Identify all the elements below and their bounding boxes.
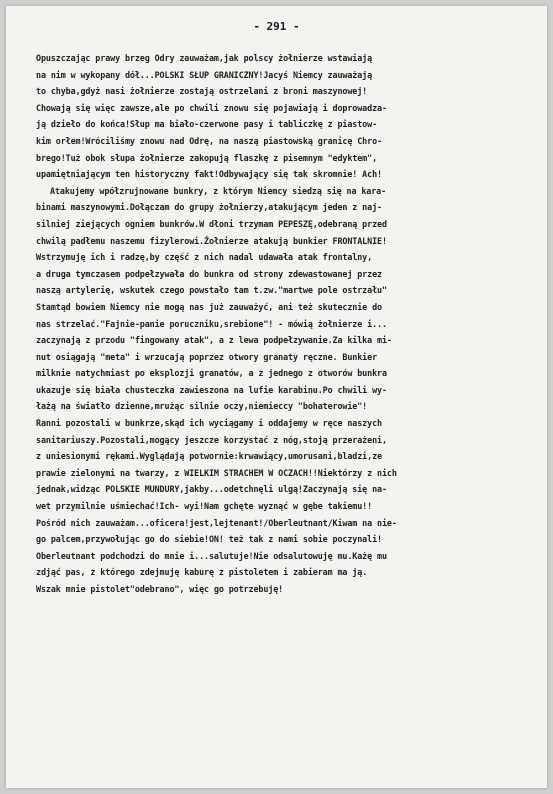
text-line: silniej ziejących ogniem bunkrów.W dłoni trzymam PEPESZĘ,odebraną przed xyxy=(36,218,387,229)
text-line: Atakujemy wpółzrujnowane bunkry, z którym Niemcy siedzą się na kara- xyxy=(50,185,387,196)
text-line: łażą na światło dzienne,mrużąc silnie oczy,niemieccy "bohaterowie"! xyxy=(36,401,368,412)
document-body xyxy=(36,50,525,598)
text-line: brego!Tuż obok słupa żołnierze zakopują flaszkę z pisemnym "edyktem", xyxy=(36,152,378,163)
text-line: Wszak mnie pistolet"odebrano", więc go potrzebuję! xyxy=(36,584,284,594)
text-line: zdjąć pas, z którego zdejmuję kaburę z pistoletem i zabieram ma ją. xyxy=(36,567,368,578)
text-line: Oberleutnant podchodzi do mnie i...salutuje!Nie odsalutowuję mu.Każę mu xyxy=(36,550,387,561)
document-page xyxy=(6,6,547,788)
text-line: a druga tymczasem podpełzywała do bunkra od strony zdewastowanej przez xyxy=(36,268,382,279)
text-line: nut osiągają "meta" i wrzucają poprzez otwory granaty ręczne. Bunkier xyxy=(36,351,378,362)
text-line: na nim w wykopany dół...POLSKI SŁUP GRANICZNY!Jacyś Niemcy zauważają xyxy=(36,69,373,80)
text-line: milknie natychmiast po eksplozji granatów, a z jednego z otworów bunkra xyxy=(36,368,387,379)
text-line: nas strzelać."Fajnie-panie poruczniku,srebione"! - mówią żołnierze i... xyxy=(36,318,387,329)
text-line: sanitariuszy.Pozostali,mogący jeszcze korzystać z nóg,stoją przerażeni, xyxy=(36,434,387,445)
text-line: Wstrzymuję ich i radzę,by część z nich nadal udawała atak frontalny, xyxy=(36,252,373,263)
text-line: Opuszczając prawy brzeg Odry zauważam,jak polscy żołnierze wstawiają xyxy=(36,53,373,63)
text-line: Ranni pozostali w bunkrze,skąd ich wyciągamy i oddajemy w ręce naszych xyxy=(36,418,382,429)
text-line: binami maszynowymi.Dołączam do grupy żołnierzy,atakującym jeden z naj- xyxy=(36,202,382,213)
text-line: Chowają się więc zawsze,ale po chwili znowu się pojawiają i doprowadza- xyxy=(36,102,387,113)
text-line: naszą artylerię, wskutek czego powstało tam t.zw."martwe pole ostrzału" xyxy=(36,285,387,296)
page-number: - 291 - xyxy=(253,20,300,33)
text-line: ukazuje się biała chusteczka zawieszona na lufie karabinu.Po chwili wy- xyxy=(36,384,387,395)
text-line: Stamtąd bowiem Niemcy nie mogą nas już zauważyć, ani też skutecznie do xyxy=(36,301,382,312)
text-line: chwilą padłemu naszemu fizylerowi.Żołnierze atakują bunkier FRONTALNIE! xyxy=(36,235,387,246)
text-line: go palcem,przywołując go do siebie!ON! też tak z nami sobie poczynali! xyxy=(36,534,382,545)
text-line: zaczynają z przodu "fingowany atak", a z lewa podpełzywanie.Za kilka mi- xyxy=(36,335,392,346)
text-line: prawie zielonymi na twarzy, z WIELKIM STRACHEM W OCZACH!!Niektórzy z nich xyxy=(36,467,397,478)
text-line: z uniesionymi rękami.Wyglądają potwornie:krwawiący,umorusani,bladzi,ze xyxy=(36,451,382,462)
text-line: wet przymilnie uśmiechać!Ich- wyi!Nam gchęte wyznąć w gębe takiemu!! xyxy=(36,501,373,512)
text-line: jednak,widząc POLSKIE MUNDURY,jakby...odetchnęli ulgą!Zaczynają się na- xyxy=(36,484,387,495)
text-line: upamiętniającym ten historyczny fakt!Odbywający się tak skromnie! Ach! xyxy=(36,169,382,180)
text-line: ją dzieło do końca!Słup ma biało-czerwone pasy i tabliczkę z piastow- xyxy=(36,119,378,130)
text-line: Pośród nich zauważam...oficera!jest,lejtenant!/Oberleutnant/Kiwam na nie- xyxy=(36,517,397,528)
text-line: to chyba,gdyż nasi żołnierze zostają ostrzelani z broni maszynowej! xyxy=(36,86,368,97)
text-line: kim orłem!Wróciliśmy znowu nad Odrę, na naszą piastowską granicę Chro- xyxy=(36,135,382,146)
